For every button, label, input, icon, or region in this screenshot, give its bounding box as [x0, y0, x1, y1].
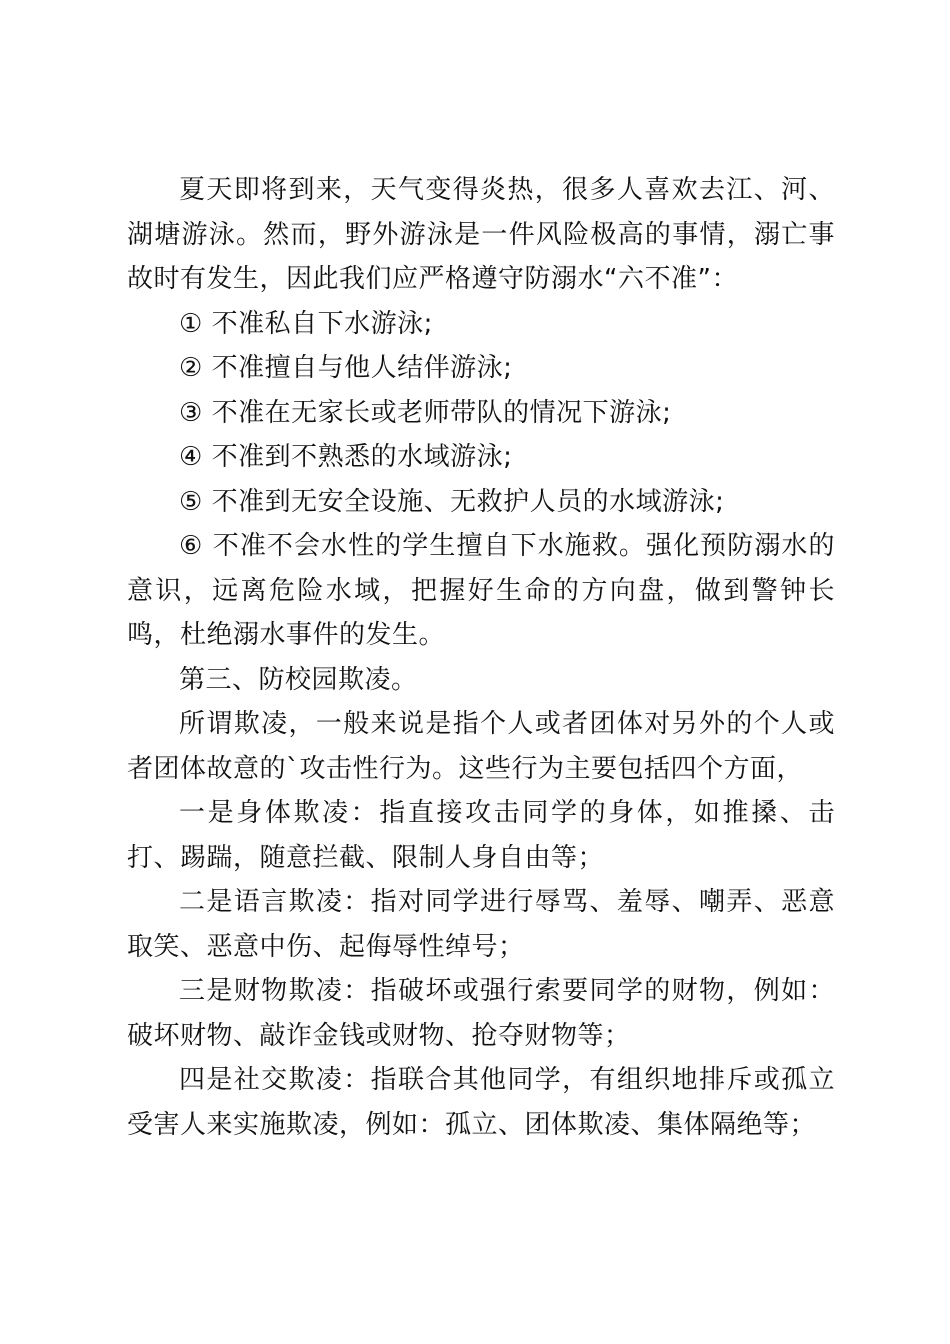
- document-body: [127, 168, 835, 1147]
- rule-item-2: ② 不准擅自与他人结伴游泳;: [179, 353, 513, 383]
- section-heading-anti-bullying: 第三、防校园欺凌。: [179, 664, 418, 695]
- rule-item-6: ⑥ 不准不会水性的学生擅自下水施救。强化预防溺水的意识，远离危险水域，把握好生命的方向盘，做到警钟长鸣，杜绝溺水事件的发生。: [127, 531, 835, 650]
- paragraph-verbal-bullying: 二是语言欺凌：指对同学进行辱骂、羞辱、嘲弄、恶意取笑、恶意中伤、起侮辱性绰号；: [127, 887, 835, 962]
- paragraph-social-bullying: 四是社交欺凌：指联合其他同学，有组织地排斥或孤立受害人来实施欺凌，例如：孤立、团体欺凌、集体隔绝等；: [127, 1065, 835, 1140]
- rule-item-4: ④ 不准到不熟悉的水域游泳;: [179, 442, 513, 472]
- rule-item-1: ① 不准私自下水游泳;: [179, 308, 433, 339]
- paragraph-physical-bullying: 一是身体欺凌：指直接攻击同学的身体，如推搡、击打、踢踹，随意拦截、限制人身自由等；: [127, 798, 835, 873]
- rule-item-3: ③ 不准在无家长或老师带队的情况下游泳;: [179, 397, 672, 428]
- paragraph-property-bullying: 三是财物欺凌：指破坏或强行索要同学的财物，例如：破坏财物、敲诈金钱或财物、抢夺财物等；: [127, 976, 835, 1051]
- rule-item-5: ⑤ 不准到无安全设施、无救护人员的水域游泳;: [179, 486, 725, 517]
- paragraph-bullying-definition: 所谓欺凌，一般来说是指个人或者团体对另外的个人或者团体故意的`攻击性行为。这些行为主要包括四个方面，: [127, 709, 835, 784]
- paragraph-summer-swimming-intro: 夏天即将到来，天气变得炎热，很多人喜欢去江、河、湖塘游泳。然而，野外游泳是一件风险极高的事情，溺亡事故时有发生，因此我们应严格遵守防溺水“六不准”：: [127, 175, 835, 294]
